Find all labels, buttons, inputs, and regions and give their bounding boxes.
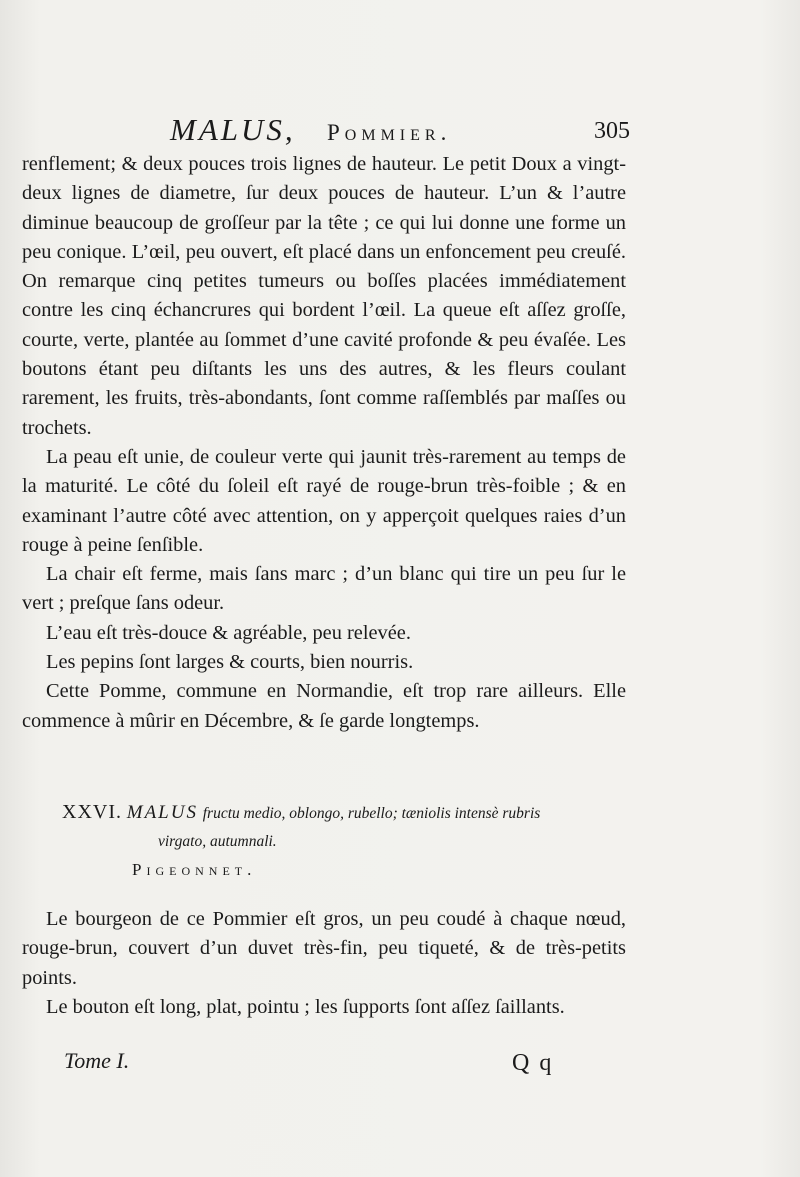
paragraph: Le bourgeon de ce Pommier eſt gros, un peu coudé à chaque nœud, rouge-brun, couvert d’un duvet très-fin, peu tiqueté, & de très-petits points.: [22, 908, 626, 989]
paragraph: Le bouton eſt long, plat, pointu ; les ſupports ſont aſſez ſaillants.: [46, 995, 565, 1018]
main-text: [22, 150, 626, 736]
header-title: MALUS,: [170, 112, 296, 147]
paragraph: renflement; & deux pouces trois lignes de hauteur. Le petit Doux a vingt-deux lignes de diametre, ſur deux pouces de hauteur. L’un & l’autre diminue beaucoup de groſſeur par la tête ; ce qui lui donne une forme un peu conique. L’œil, peu ouvert, eſt placé dans un enfoncement peu creuſé. On remarque cinq petites tumeurs ou boſſes placées immédiatement contre les cinq échancrures qui bordent l’œil. La queue eſt aſſez groſſe, courte, verte, plantée au ſommet d’une cavité profonde & peu évaſée. Les boutons étant peu diſtants les uns des autres, & les fleurs coulant rarement, les fruits, très-abondants, ſont comme raſſemblés par maſſes ou trochets.: [22, 153, 626, 439]
page-number: 305: [594, 118, 630, 144]
species-entry: [62, 798, 632, 856]
entry-description: fructu medio, oblongo, rubello; tæniolis intensè rubris: [202, 805, 541, 822]
variety-text: [22, 905, 626, 1022]
entry-number: XXVI.: [62, 801, 122, 823]
paragraph: L’eau eſt très-douce & agréable, peu relevée.: [46, 621, 411, 644]
paragraph: La chair eſt ferme, mais ſans marc ; d’un blanc qui tire un peu ſur le vert ; preſque ſans odeur.: [22, 563, 626, 615]
header-subtitle: Pommier.: [327, 120, 452, 145]
entry-genus: MALUS: [126, 802, 198, 823]
variety-name: Pigeonnet.: [132, 860, 257, 879]
footer-signature: Q q: [512, 1050, 554, 1076]
entry-description-continued: virgato, autumnali.: [158, 833, 277, 850]
paragraph: Cette Pomme, commune en Normandie, eſt trop rare ailleurs. Elle commence à mûrir en Décembre, & ſe garde longtemps.: [22, 680, 626, 732]
running-header: [170, 112, 630, 152]
footer-tome: Tome I.: [64, 1048, 130, 1073]
paragraph: La peau eſt unie, de couleur verte qui jaunit très-rarement au temps de la maturité. Le côté du ſoleil eſt rayé de rouge-brun très-foible ; & en examinant l’autre côté avec attention, on y apperçoit quelques raies d’un rouge à peine ſenſible.: [22, 445, 626, 556]
paragraph: Les pepins ſont larges & courts, bien nourris.: [46, 651, 414, 674]
